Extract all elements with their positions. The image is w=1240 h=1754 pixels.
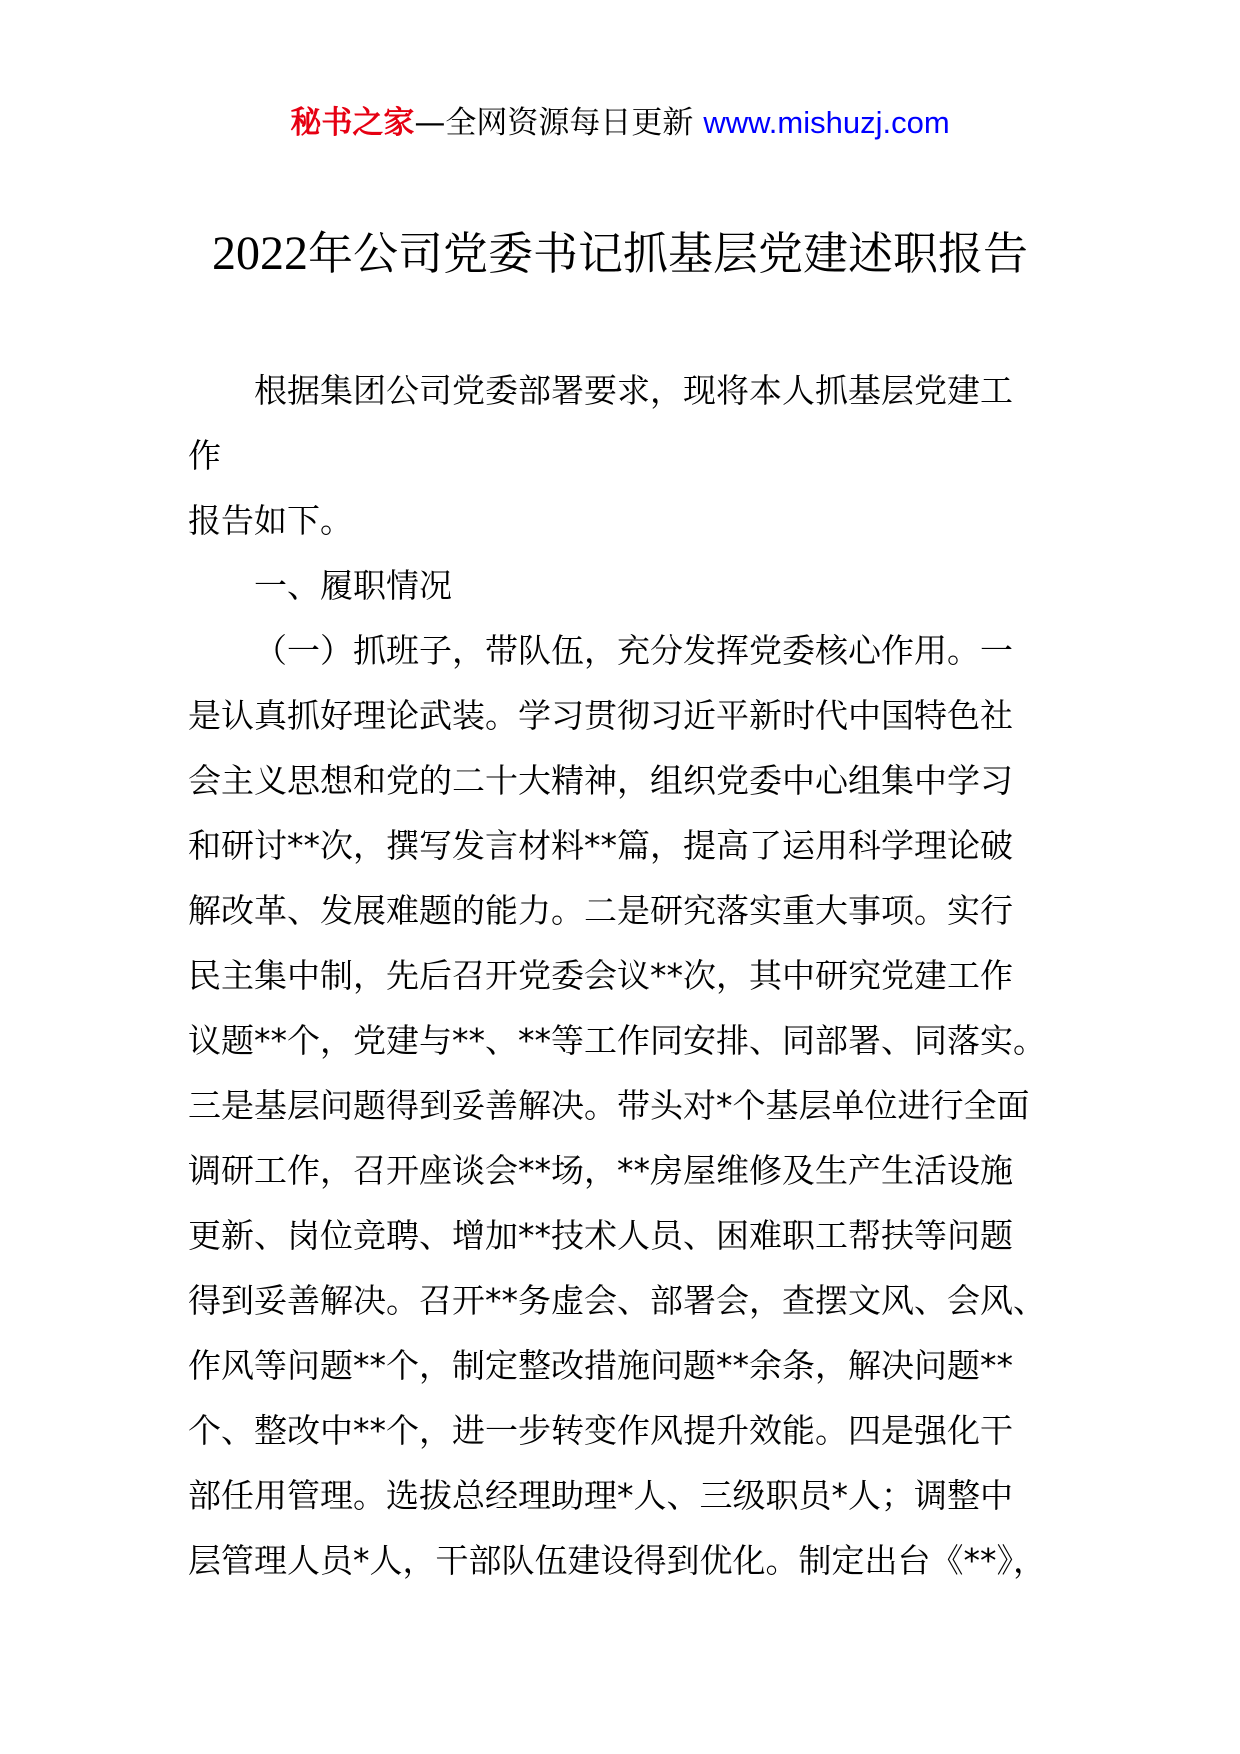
paragraph-line: 会主义思想和党的二十大精神，组织党委中心组集中学习: [188, 761, 1013, 800]
paragraph-line: 部任用管理。选拔总经理助理*人、三级职员*人；调整中: [188, 1476, 1013, 1515]
paragraph-line: 更新、岗位竞聘、增加**技术人员、困难职工帮扶等问题: [188, 1216, 1013, 1255]
paragraph-line: 是认真抓好理论武装。学习贯彻习近平新时代中国特色社: [188, 696, 1013, 735]
paragraph-line: 和研讨**次，撰写发言材料**篇，提高了运用科学理论破: [188, 826, 1013, 865]
paragraph-line: 得到妥善解决。召开**务虚会、部署会，查摆文风、会风、: [188, 1281, 1046, 1320]
document-title: [0, 222, 1240, 286]
paragraph-line: 民主集中制，先后召开党委会议**次，其中研究党建工作: [188, 956, 1013, 995]
header-tagline: —全网资源每日更新: [414, 105, 694, 141]
title-year: 2022: [211, 227, 308, 280]
paragraph-line: 议题**个，党建与**、**等工作同安排、同部署、同落实。: [188, 1021, 1046, 1060]
paragraph-line: 解改革、发展难题的能力。二是研究落实重大事项。实行: [188, 891, 1013, 930]
paragraph-line: 三是基层问题得到妥善解决。带头对*个基层单位进行全面: [188, 1086, 1030, 1125]
site-url-link[interactable]: www.mishuzj.com: [703, 105, 950, 140]
paragraph-line: （一）抓班子，带队伍，充分发挥党委核心作用。一: [254, 631, 1013, 670]
brand-name: 秘书之家: [290, 105, 415, 141]
site-header: [0, 100, 1240, 146]
document-body: [188, 358, 1068, 1593]
paragraph-line: 调研工作，召开座谈会**场，**房屋维修及生产生活设施: [188, 1151, 1013, 1190]
paragraph-line: 个、整改中**个，进一步转变作风提升效能。四是强化干: [188, 1411, 1013, 1450]
title-text: 年公司党委书记抓基层党建述职报告: [307, 227, 1028, 280]
paragraph-line: 作风等问题**个，制定整改措施问题**余条，解决问题**: [188, 1346, 1013, 1385]
paragraph-line: 层管理人员*人，干部队伍建设得到优化。制定出台《**》，: [188, 1541, 1046, 1580]
paragraph-line: 作: [188, 436, 221, 475]
paragraph-line: 根据集团公司党委部署要求，现将本人抓基层党建工: [254, 371, 1013, 410]
section-heading: 一、履职情况: [254, 566, 452, 605]
paragraph-line: 报告如下。: [188, 501, 353, 540]
